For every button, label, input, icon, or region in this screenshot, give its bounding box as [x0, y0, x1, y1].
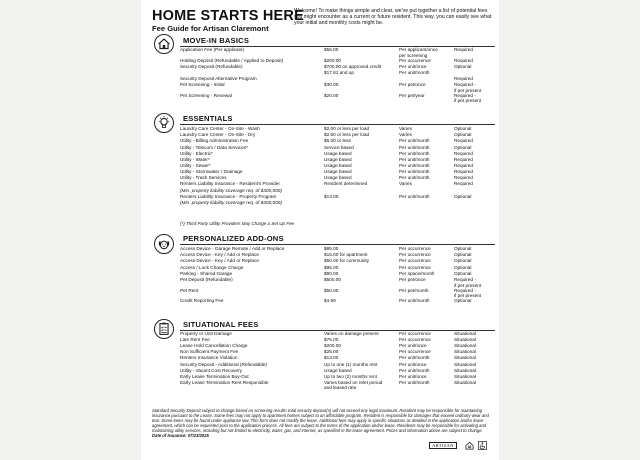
intro-text: Welcome! To make things simple and clear, we've put together a list of potential fees you might encounter as a current or future resident. This way, you can easily see what your initial and monthly costs might be. [294, 8, 492, 27]
fee-name: Renters Insurance Violation [180, 355, 238, 361]
fee-frequency: Per unit/month [399, 355, 430, 361]
fee-requirement: Situational [454, 367, 476, 373]
house-icon [154, 34, 174, 54]
fee-amount: Usage based [324, 156, 352, 162]
fee-requirement: Required - if pet present [454, 82, 482, 93]
fee-frequency: Varies [399, 126, 412, 131]
fee-amount: $200.00 [324, 57, 341, 63]
fee-name: Security Deposit (Refundable) [180, 63, 243, 69]
fee-requirement: Situational [454, 331, 476, 336]
fee-frequency: Varies [399, 181, 412, 187]
fee-requirement: Required [454, 156, 474, 162]
fee-name: Credit Reporting Fee [180, 298, 224, 304]
fee-amount: $85.00 [324, 246, 339, 251]
fee-frequency: Per unit/month [399, 138, 430, 144]
fee-requirement: Required [454, 181, 474, 187]
accessibility-icon [478, 441, 487, 450]
fee-amount: $25.00 [324, 349, 339, 355]
fee-name: Application Fee (Per applicant) [180, 47, 245, 52]
fee-requirement: Required - if pet present [454, 92, 482, 104]
fee-requirement: Required [454, 76, 474, 81]
fee-frequency: Per occurrence [399, 331, 431, 336]
fee-amount: $15.00 for apartment [324, 252, 368, 258]
fee-amount: $2.00 or less per load [324, 126, 370, 131]
fee-requirement: Situational [454, 337, 476, 343]
page-title: HOME STARTS HERE [152, 8, 304, 24]
fee-requirement: Required - if pet present [454, 287, 482, 299]
lightbulb-icon [154, 113, 174, 133]
fee-amount: Varies on damage present [324, 331, 379, 336]
fee-amount: $20.00 [324, 92, 339, 98]
fee-frequency: Per occurrence [399, 258, 431, 264]
fee-amount: $13.00 [324, 193, 339, 199]
fee-name: Utility - Telecom / Data Services* [180, 144, 248, 150]
fee-amount: Up to one (1) months rent [324, 361, 378, 367]
fee-frequency: Per unit/month [399, 298, 430, 304]
fee-frequency: Per occurrence [399, 246, 431, 251]
fee-name: Utility - Sewer* [180, 162, 211, 168]
fee-frequency: Per unit/month [399, 169, 430, 175]
fee-requirement: Optional [454, 270, 472, 276]
fee-amount: $50.00 [324, 287, 339, 293]
fee-amount: Usage based [324, 367, 352, 373]
fee-amount: $95.00 [324, 264, 339, 270]
fee-amount: $56.00 [324, 47, 339, 52]
fee-amount: Resident determined [324, 181, 368, 187]
fee-frequency: Per applicant/once per screening [399, 47, 438, 58]
footer-disclaimer [152, 408, 494, 439]
fee-requirement: Optional [454, 298, 472, 304]
fee-requirement: Situational [454, 355, 476, 361]
fee-frequency: Per unit/once [399, 373, 427, 379]
fee-requirement: Required [454, 57, 474, 63]
fee-amount: Usage based [324, 150, 352, 156]
fee-amount: $13.00 [324, 355, 339, 361]
fee-frequency: Varies [399, 132, 412, 138]
fee-amount: $2.50 or less per load [324, 132, 370, 138]
fee-name: Utility - Water* [180, 156, 210, 162]
fee-frequency: Per space/month [399, 270, 435, 276]
fee-requirement: Required [454, 175, 474, 181]
section-divider [180, 244, 495, 245]
fee-amount: $500.00 [324, 277, 341, 282]
section-title: SITUATIONAL FEES [183, 320, 259, 329]
artisan-logo: ARTISAN [429, 442, 457, 449]
fee-amount: $17.81 and up [324, 69, 354, 75]
footer-text: Standard Security Deposit subject to change based on screening results; total security deposit(s) will not exceed any legal maximum. Resident may be responsible for maintaining insurance pursuant to the Lease. Some fees may not apply to apartment homes subject to an affordable program. Resident is responsible for damages that exceed ordinary wear and tear. Some items may be found under appliance law. This form does not modify the lease. Additional fees may apply in specific situations as detailed in the application and/or lease agreement, which can be requested prior to the application process. All fees are subject to the terms of the application and/or lease. Residents may be responsible for activating and maintaining utility services, including but not limited to electricity, water, gas, and internet, as specified in the lease agreement. Prices and information above are subject to change. [152, 408, 489, 434]
fee-frequency: Per unit/month [399, 193, 430, 199]
fee-frequency: Per unit/month [399, 156, 430, 162]
fee-name: Lease Hold Cancellation Charge [180, 343, 248, 349]
checklist-icon [154, 319, 174, 339]
fee-requirement: Required [454, 138, 474, 144]
fee-name: Renters Liability Insurance - Property Program [180, 193, 277, 199]
fee-frequency: Per unit/month [399, 144, 430, 150]
fee-amount: Usage based [324, 162, 352, 168]
fee-name: Utility - Billing Administration Fee [180, 138, 249, 144]
fee-amount: Service based [324, 144, 354, 150]
fee-requirement: Optional [454, 252, 472, 258]
fee-name: Non Sufficient Payment Fee [180, 349, 239, 355]
fee-requirement: Required - if pet present [454, 277, 482, 288]
fee-frequency: Per occurrence [399, 264, 431, 270]
fee-amount: $30.00 [324, 82, 339, 88]
fee-requirement: Situational [454, 343, 476, 349]
fee-amount: $90.00 [324, 270, 339, 276]
fee-frequency: Per unit/month [399, 162, 430, 168]
fee-name: Access / Lock Change Charge [180, 264, 244, 270]
equal-housing-icon [465, 441, 474, 450]
fee-name: Pet Deposit (Refundable) [180, 277, 233, 282]
page-subtitle: Fee Guide for Artisan Claremont [152, 24, 269, 33]
fee-guide-page [141, 0, 499, 460]
fee-name: Pet Screening - Initial [180, 82, 225, 88]
fee-name: Laundry Care Center - On-Site - Dry [180, 132, 256, 138]
fee-name: Parking - Shared Garage [180, 270, 233, 276]
fee-amount: Varies based on relet period and leased rate [324, 379, 383, 391]
fee-frequency: Per unit/once [399, 361, 427, 367]
fee-amount: $4.99 [324, 298, 336, 304]
fee-frequency: Per occurrence [399, 57, 431, 63]
fee-amount: $75.00 [324, 337, 339, 343]
fee-requirement: Optional [454, 144, 472, 150]
fee-frequency: Per occurrence [399, 349, 431, 355]
fee-name: (Min. property liability coverage req. of $300,000) [180, 187, 282, 193]
fee-frequency: Per unit/month [399, 150, 430, 156]
fee-frequency: Per occurrence [399, 252, 431, 258]
fee-amount: Usage based [324, 169, 352, 175]
fee-name: Access Device - Key / Add or Replace [180, 258, 259, 264]
section-divider [180, 124, 495, 125]
fee-name: Renters Liability Insurance - Resident's Provider [180, 181, 280, 187]
fee-frequency: Per unit/once [399, 343, 427, 349]
fee-requirement: Optional [454, 132, 472, 138]
fee-amount: $50.00 for community [324, 258, 370, 264]
fee-amount: $200.00 [324, 343, 341, 349]
fee-name: Utility - Electric* [180, 150, 213, 156]
fee-frequency: Per pet/once [399, 82, 426, 88]
fee-name: Early Lease Termination Buy-Out [180, 373, 249, 379]
fee-name: Early Lease Termination Rent Responsible [180, 379, 269, 385]
fee-requirement: Optional [454, 258, 472, 264]
fee-name: Pet Screening - Renewal [180, 92, 232, 98]
fee-requirement: Situational [454, 361, 476, 367]
fee-requirement: Situational [454, 379, 476, 385]
fee-frequency: Per pet/year [399, 92, 425, 98]
fee-frequency: Per pet/once [399, 277, 426, 282]
fee-requirement: Optional [454, 193, 472, 199]
fee-frequency: Per unit/once [399, 63, 427, 69]
fee-name: Late Rent Fee [180, 337, 210, 343]
fee-requirement: Required [454, 169, 474, 175]
fee-requirement: Required [454, 150, 474, 156]
fee-frequency: Per unit/month [399, 175, 430, 181]
section-title: PERSONALIZED ADD-ONS [183, 234, 284, 243]
fee-name: Security Deposit - Additional (Refundable) [180, 361, 268, 367]
dog-icon [154, 234, 174, 254]
fee-frequency: Per unit/month [399, 367, 430, 373]
fee-frequency: Per occurrence [399, 337, 431, 343]
fee-amount: $6.00 or less [324, 138, 351, 144]
fee-requirement: Required [454, 47, 474, 52]
fee-name: Access Device - Garage Remote / Add or Replace [180, 246, 285, 251]
fee-frequency: Per unit/month [399, 69, 430, 75]
fee-frequency: Per pet/month [399, 287, 429, 293]
fee-amount: Up to two (2) months rent [324, 373, 377, 379]
fee-name: Security Deposit Alternative Program [180, 76, 257, 81]
fee-name: Utility - Vacant Cost Recovery [180, 367, 242, 373]
utility-note: (*) Third Party Utility Providers May Charge a Set Up Fee [180, 221, 295, 226]
fee-requirement: Situational [454, 373, 476, 379]
fee-requirement: Situational [454, 349, 476, 355]
fee-requirement: Required [454, 162, 474, 168]
fee-name: Holding Deposit (Refundable / Applied to Deposit) [180, 57, 284, 63]
fee-requirement: Optional [454, 246, 472, 251]
fee-requirement: Optional [454, 63, 472, 69]
fee-name: Utility - Trash Services [180, 175, 227, 181]
fee-requirement: Optional [454, 264, 472, 270]
fee-name: (Min. property liability coverage req. of $300,000) [180, 199, 282, 205]
fee-name: Property or Unit Damage [180, 331, 232, 336]
fee-name: Utility - Stormwater / Drainage [180, 169, 243, 175]
fee-name: Laundry Care Center - On-Site - Wash [180, 126, 260, 131]
section-title: MOVE-IN BASICS [183, 36, 250, 45]
fee-name: Pet Rent [180, 287, 199, 293]
issuance-date: Date of Issuance: 07/23/2025 [152, 433, 209, 439]
fee-amount: $700.00 on approved credit [324, 63, 382, 69]
section-title: ESSENTIALS [183, 114, 233, 123]
fee-requirement: Optional [454, 126, 472, 131]
fee-amount: Usage based [324, 175, 352, 181]
fee-frequency: Per unit/month [399, 379, 430, 385]
fee-name: Access Device - Key / Add or Replace [180, 252, 259, 258]
